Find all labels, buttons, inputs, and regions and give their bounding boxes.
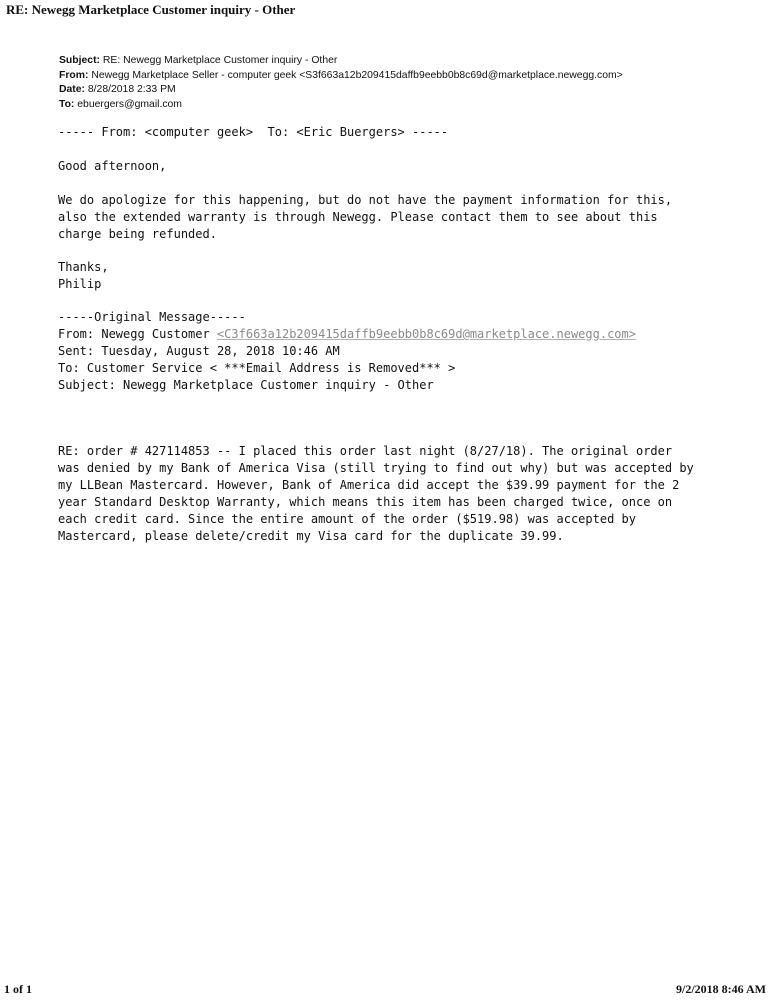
reply-body-line: We do apologize for this happening, but do not have the payment information for this, — [58, 193, 673, 207]
from-value: Newegg Marketplace Seller - computer geek <S3f663a12b209415daffb9eebb0b8c69d@marketplace.newegg.com> — [88, 69, 623, 81]
header-to — [59, 98, 623, 113]
reply-body — [58, 192, 672, 243]
from-label: From: — [59, 69, 89, 81]
reply-separator: ----- From: <computer geek> To: <Eric Buergers> ----- — [58, 125, 449, 139]
original-body-line: RE: order # 427114853 -- I placed this order last night (8/27/18). The original order — [58, 444, 673, 458]
date-label: Date: — [59, 84, 85, 95]
page-count: 1 of 1 — [4, 982, 32, 996]
to-label: To: — [59, 98, 75, 110]
print-timestamp: 9/2/2018 8:46 AM — [676, 982, 766, 996]
original-body-line: each credit card. Since the entire amount of the order ($519.98) was accepted by — [58, 511, 636, 526]
header-date — [59, 83, 623, 98]
reply-body-line: also the extended warranty is through Newegg. Please contact them to see about this — [58, 209, 658, 224]
original-from — [58, 326, 636, 343]
header-subject — [59, 54, 623, 69]
reply-body-line: charge being refunded. — [58, 226, 217, 241]
to-value: ebuergers@gmail.com — [74, 98, 182, 110]
original-sent: Sent: Tuesday, August 28, 2018 10:46 AM — [58, 343, 340, 358]
email-header — [59, 54, 623, 112]
subject-label: Subject: — [59, 55, 100, 66]
original-body-line: was denied by my Bank of America Visa (still trying to find out why) but was accepted by — [58, 460, 694, 475]
original-message-header — [58, 309, 636, 394]
original-body-line: my LLBean Mastercard. However, Bank of America did accept the $39.99 payment for the 2 — [58, 477, 680, 492]
original-body-line: Mastercard, please delete/credit my Visa card for the duplicate 39.99. — [58, 528, 564, 543]
original-body-line: year Standard Desktop Warranty, which means this item has been charged twice, once on — [58, 494, 673, 509]
original-from-email-link[interactable]: <C3f663a12b209415daffb9eebb0b8c69d@marketplace.newegg.com> — [216, 326, 636, 341]
reply-signature: Philip — [58, 276, 102, 291]
reply-greeting: Good afternoon, — [58, 159, 167, 173]
original-body — [58, 443, 694, 544]
header-from — [59, 69, 623, 84]
original-message-marker: -----Original Message----- — [58, 310, 246, 324]
reply-closing — [58, 259, 109, 293]
original-to: To: Customer Service < ***Email Address is Removed*** > — [58, 360, 456, 375]
page-title: RE: Newegg Marketplace Customer inquiry - Other — [6, 2, 296, 17]
subject-value: RE: Newegg Marketplace Customer inquiry - Other — [100, 55, 338, 66]
original-subject: Subject: Newegg Marketplace Customer inquiry - Other — [58, 377, 434, 392]
date-value: 8/28/2018 2:33 PM — [84, 84, 176, 95]
original-from-text: From: Newegg Customer — [58, 326, 217, 341]
reply-signoff: Thanks, — [58, 260, 109, 274]
